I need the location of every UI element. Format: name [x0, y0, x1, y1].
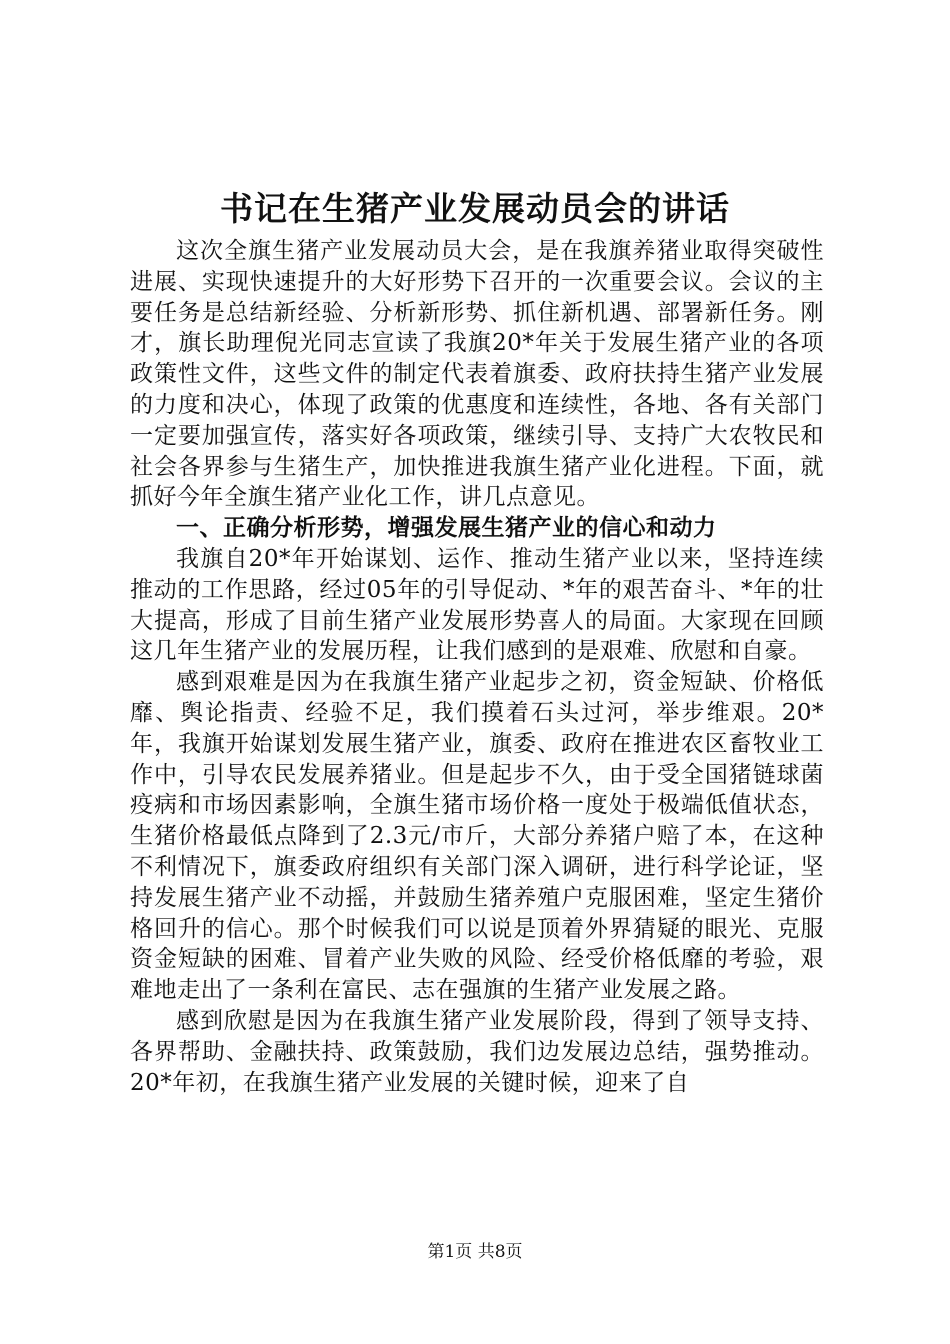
document-title: 书记在生猪产业发展动员会的讲话	[220, 189, 730, 228]
page-number-footer: 第1页 共8页	[427, 1242, 523, 1262]
paragraph-intro: 这次全旗生猪产业发展动员大会，是在我旗养猪业取得突破性进展、实现快速提升的大好形势下召开的一次重要会议。会议的主要任务是总结新经验、分析新形势、抓住新机遇、部署新任务。刚才，旗长助理倪光同志宣读了我旗20*年关于发展生猪产业的各项政策性文件，这些文件的制定代表着旗委、政府扶持生猪产业发展的力度和决心，体现了政策的优惠度和连续性，各地、各有关部门一定要加强宣传，落实好各项政策，继续引导、支持广大农牧民和社会各界参与生猪生产，加快推进我旗生猪产业化进程。下面，就抓好今年全旗生猪产业化工作，讲几点意见。	[130, 238, 824, 511]
section-heading-1: 一、正确分析形势，增强发展生猪产业的信心和动力	[176, 514, 717, 542]
paragraph-gratification: 感到欣慰是因为在我旗生猪产业发展阶段，得到了领导支持、各界帮助、金融扶持、政策鼓励，我们边发展边总结，强势推动。20*年初，在我旗生猪产业发展的关键时候，迎来了自	[130, 1007, 824, 1096]
document-body	[130, 236, 824, 1098]
paragraph-development-history: 我旗自20*年开始谋划、运作、推动生猪产业以来，坚持连续推动的工作思路，经过05年的引导促动、*年的艰苦奋斗、*年的壮大提高，形成了目前生猪产业发展形势喜人的局面。大家现在回顾这几年生猪产业的发展历程，让我们感到的是艰难、欣慰和自豪。	[130, 545, 824, 665]
paragraph-difficulty: 感到艰难是因为在我旗生猪产业起步之初，资金短缺、价格低靡、舆论指责、经验不足，我们摸着石头过河，举步维艰。20*年，我旗开始谋划发展生猪产业，旗委、政府在推进农区畜牧业工作中，引导农民发展养猪业。但是起步不久，由于受全国猪链球菌疫病和市场因素影响，全旗生猪市场价格一度处于极端低值状态，生猪价格最低点降到了2.3元/市斤，大部分养猪户赔了本，在这种不利情况下，旗委政府组织有关部门深入调研，进行科学论证，坚持发展生猪产业不动摇，并鼓励生猪养殖户克服困难，坚定生猪价格回升的信心。那个时候我们可以说是顶着外界猜疑的眼光、克服资金短缺的困难、冒着产业失败的风险、经受价格低靡的考验，艰难地走出了一条利在富民、志在强旗的生猪产业发展之路。	[130, 669, 824, 1004]
